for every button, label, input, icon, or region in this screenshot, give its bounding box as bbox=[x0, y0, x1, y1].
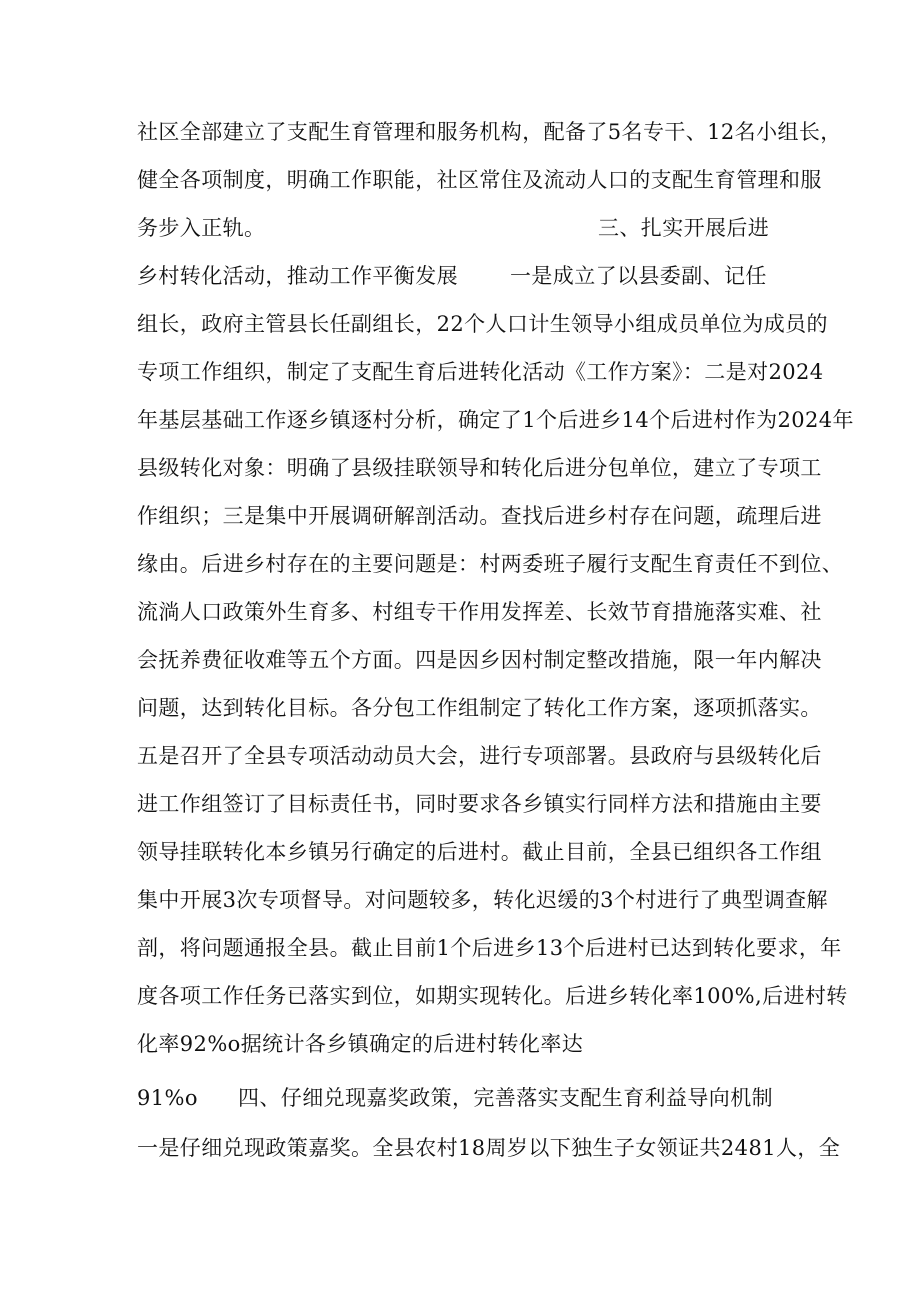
paragraph-line-7: 专项工作组织，制定了支配生育后进转化活动《工作方案》：二是对2024 bbox=[137, 360, 824, 384]
paragraph-line-1: 社区全部建立了支配生育管理和服务机构，配备了5名专干、12名小组长， bbox=[137, 120, 842, 144]
paragraph-line-19: 剖，将问题通报全县。截止目前1个后进乡13个后进村已达到转化要求，年 bbox=[137, 936, 842, 960]
paragraph-line-14: 问题，达到转化目标。各分包工作组制定了转化工作方案，逐项抓落实。 bbox=[137, 696, 822, 720]
paragraph-line-2: 健全各项制度，明确工作职能，社区常住及流动人口的支配生育管理和服 bbox=[137, 168, 822, 192]
paragraph-line-6: 组长，政府主管县长任副组长，22个人口计生领导小组成员单位为成员的 bbox=[137, 312, 828, 336]
paragraph-line-13: 会抚养费征收难等五个方面。四是因乡因村制定整改措施，限一年内解决 bbox=[137, 648, 822, 672]
paragraph-line-20: 度各项工作任务已落实到位，如期实现转化。后进乡转化率100%,后进村转 bbox=[137, 984, 848, 1008]
paragraph-line-24: 一是仔细兑现政策嘉奖。全县农村18周岁以下独生子女领证共2481人，全 bbox=[137, 1136, 841, 1160]
paragraph-line-18: 集中开展3次专项督导。对问题较多，转化迟缓的3个村进行了典型调查解 bbox=[137, 888, 828, 912]
paragraph-line-8: 年基层基础工作逐乡镇逐村分析，确定了1个后进乡14个后进村作为2024年 bbox=[137, 408, 854, 432]
paragraph-line-5b: 一是成立了以县委副、记任 bbox=[510, 264, 767, 288]
paragraph-line-9: 县级转化对象：明确了县级挂联领导和转化后进分包单位，建立了专项工 bbox=[137, 456, 822, 480]
paragraph-line-12: 流淌人口政策外生育多、村组专干作用发挥差、长效节育措施落实难、社 bbox=[137, 600, 822, 624]
paragraph-line-16: 进工作组签订了目标责任书，同时要求各乡镇实行同样方法和措施由主要 bbox=[137, 792, 822, 816]
section-heading-3-part-1: 三、扎实开展后进 bbox=[598, 216, 770, 240]
paragraph-line-21: 化率92%o据统计各乡镇确定的后进村转化率达 bbox=[137, 1032, 584, 1056]
paragraph-line-22: 91%o bbox=[137, 1086, 198, 1110]
paragraph-line-3: 务步入正轨。 bbox=[137, 216, 266, 240]
paragraph-line-10: 作组织；三是集中开展调研解剖活动。查找后进乡村存在问题，疏理后进 bbox=[137, 504, 822, 528]
section-heading-4: 四、仔细兑现嘉奖政策，完善落实支配生育利益导向机制 bbox=[238, 1086, 773, 1110]
paragraph-line-17: 领导挂联转化本乡镇另行确定的后进村。截止目前，全县已组织各工作组 bbox=[137, 840, 822, 864]
paragraph-line-11: 缘由。后进乡村存在的主要问题是：村两委班子履行支配生育责任不到位、 bbox=[137, 552, 844, 576]
paragraph-line-15: 五是召开了全县专项活动动员大会，进行专项部署。县政府与县级转化后 bbox=[137, 744, 822, 768]
section-heading-3-part-2: 乡村转化活动，推动工作平衡发展 bbox=[137, 264, 458, 288]
